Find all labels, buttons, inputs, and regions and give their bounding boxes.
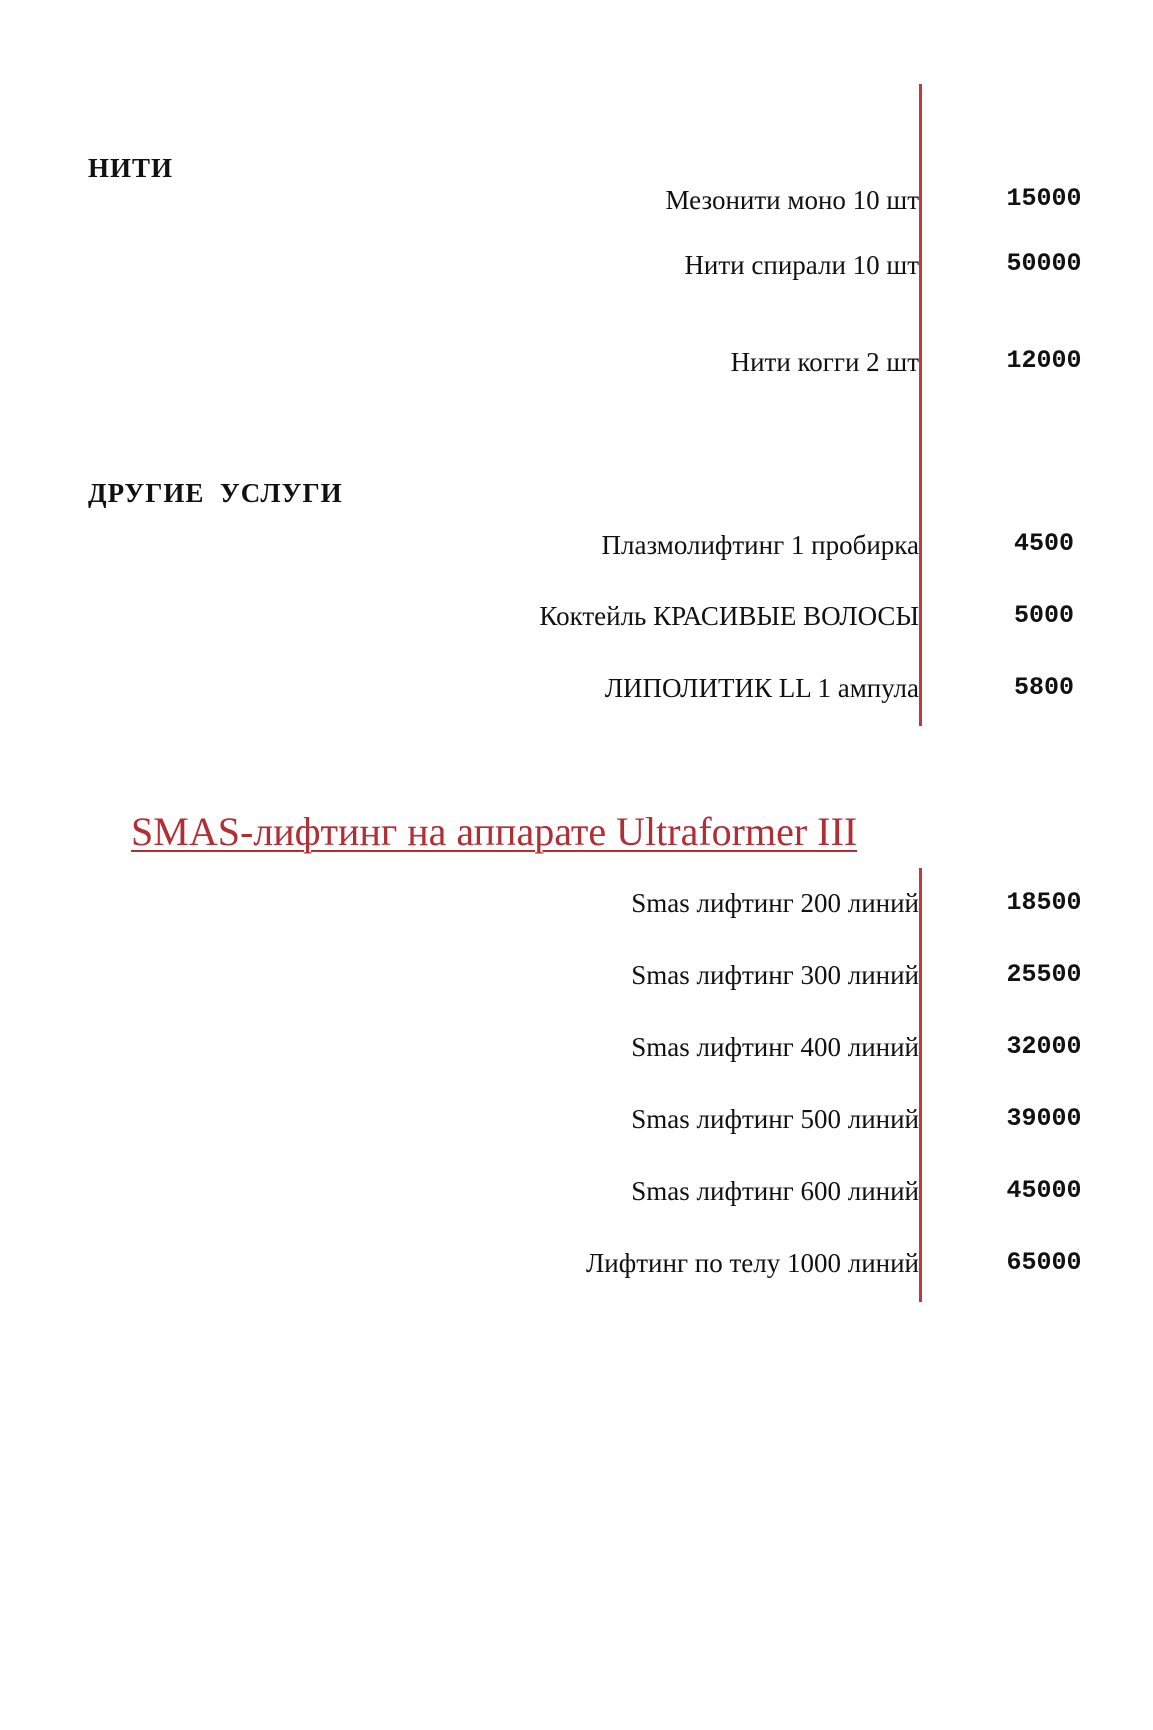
section-heading-other-services: ДРУГИЕ УСЛУГИ bbox=[88, 478, 343, 508]
item-name: Лифтинг по телу 1000 линий bbox=[585, 1248, 919, 1278]
item-name: Smas лифтинг 600 линий bbox=[631, 1176, 919, 1206]
item-price: 45000 bbox=[1006, 1176, 1082, 1205]
item-price: 50000 bbox=[1006, 249, 1082, 278]
section-heading-threads: НИТИ bbox=[88, 153, 174, 183]
item-price: 12000 bbox=[1006, 346, 1082, 375]
item-name: ЛИПОЛИТИК LL 1 ампула bbox=[604, 673, 919, 703]
item-price: 5000 bbox=[1013, 601, 1074, 630]
item-name: Smas лифтинг 300 линий bbox=[631, 960, 919, 990]
item-name: Мезонити моно 10 шт bbox=[665, 185, 919, 215]
price-divider-line-top bbox=[919, 84, 922, 726]
item-name: Плазмолифтинг 1 пробирка bbox=[601, 530, 919, 560]
item-price: 39000 bbox=[1006, 1104, 1082, 1133]
item-price: 32000 bbox=[1006, 1032, 1082, 1061]
item-name: Smas лифтинг 200 линий bbox=[631, 888, 919, 918]
item-price: 15000 bbox=[1006, 184, 1082, 213]
smas-section-title: SMAS-лифтинг на аппарате Ultraformer III bbox=[131, 809, 858, 854]
price-divider-line-bottom bbox=[919, 868, 922, 1302]
item-name: Нити спирали 10 шт bbox=[684, 250, 919, 280]
item-price: 5800 bbox=[1013, 673, 1074, 702]
item-price: 4500 bbox=[1013, 529, 1074, 558]
item-price: 65000 bbox=[1006, 1248, 1082, 1277]
item-name: Коктейль КРАСИВЫЕ ВОЛОСЫ bbox=[539, 601, 919, 631]
item-name: Smas лифтинг 400 линий bbox=[631, 1032, 919, 1062]
item-name: Smas лифтинг 500 линий bbox=[631, 1104, 919, 1134]
item-price: 25500 bbox=[1006, 960, 1082, 989]
item-price: 18500 bbox=[1006, 888, 1082, 917]
item-name: Нити когги 2 шт bbox=[730, 347, 919, 377]
